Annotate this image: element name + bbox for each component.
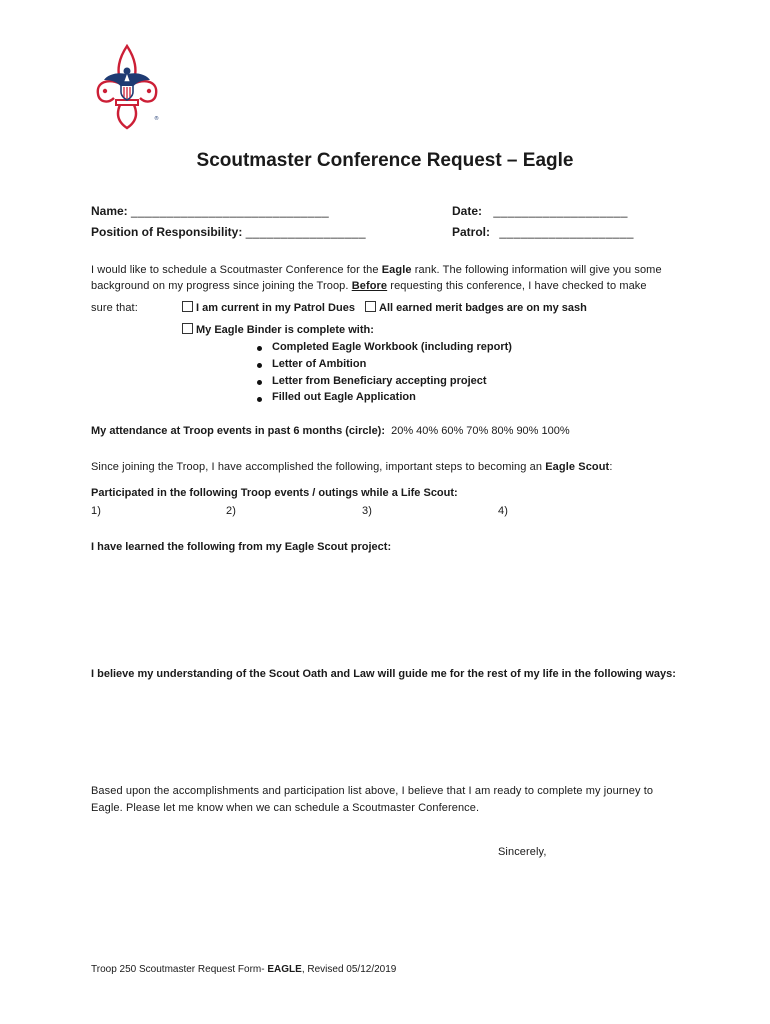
- sincerely: Sincerely,: [498, 846, 547, 858]
- list-item: Completed Eagle Workbook (including report): [272, 341, 512, 353]
- fleur-de-lis-eagle-icon: [94, 44, 160, 130]
- closing-line-2: Eagle. Please let me know when we can schedule a Scoutmaster Conference.: [91, 802, 480, 814]
- event-2-label: 2): [226, 505, 236, 517]
- patrol-field[interactable]: [452, 225, 634, 239]
- name-blank[interactable]: ____________________________: [131, 204, 330, 218]
- date-blank[interactable]: ___________________: [493, 204, 628, 218]
- checkbox-icon[interactable]: [365, 301, 376, 312]
- intro-line-3: sure that:: [91, 302, 138, 314]
- checkbox-icon[interactable]: [182, 301, 193, 312]
- bullet-icon: [257, 380, 262, 385]
- page-title: Scoutmaster Conference Request – Eagle: [196, 150, 574, 171]
- date-field[interactable]: [452, 204, 628, 218]
- intro-line-1: I would like to schedule a Scoutmaster Conference for the Eagle rank. The following information will give you some: [91, 264, 662, 276]
- list-item: Letter from Beneficiary accepting project: [272, 375, 487, 387]
- attendance-options[interactable]: 20% 40% 60% 70% 80% 90% 100%: [391, 425, 570, 437]
- svg-text:®: ®: [154, 116, 159, 122]
- name-label: Name:: [91, 204, 128, 218]
- patrol-label: Patrol:: [452, 225, 491, 239]
- list-item: Letter of Ambition: [272, 358, 367, 370]
- bullet-icon: [257, 397, 262, 402]
- bullet-icon: [257, 346, 262, 351]
- event-4-label: 4): [498, 505, 508, 517]
- list-item: Filled out Eagle Application: [272, 391, 416, 403]
- name-field[interactable]: [91, 204, 329, 218]
- date-label: Date:: [452, 204, 483, 218]
- participated-label: Participated in the following Troop events / outings while a Life Scout:: [91, 487, 458, 499]
- position-label: Position of Responsibility:: [91, 225, 243, 239]
- closing-line-1: Based upon the accomplishments and participation list above, I believe that I am ready to complete my journey to: [91, 785, 654, 797]
- checkbox-icon[interactable]: [182, 323, 193, 334]
- learned-label: I have learned the following from my Eagle Scout project:: [91, 541, 392, 553]
- footer: Troop 250 Scoutmaster Request Form- EAGLE, Revised 05/12/2019: [91, 964, 397, 975]
- bsa-logo: [94, 44, 160, 130]
- accomplished-line: Since joining the Troop, I have accomplished the following, important steps to becoming an Eagle Scout:: [91, 461, 613, 473]
- event-1-label: 1): [91, 505, 101, 517]
- bullet-icon: [257, 363, 262, 368]
- position-blank[interactable]: _________________: [245, 225, 366, 239]
- oath-label: I believe my understanding of the Scout Oath and Law will guide me for the rest of my life in the following ways:: [91, 668, 676, 680]
- dues-checkbox[interactable]: I am current in my Patrol Dues: [182, 301, 355, 314]
- intro-line-2: background on my progress since joining the Troop. Before requesting this conference, I have checked to make: [91, 280, 647, 292]
- attendance-line: [91, 425, 570, 437]
- binder-checkbox[interactable]: My Eagle Binder is complete with:: [182, 323, 374, 336]
- attendance-label: My attendance at Troop events in past 6 months (circle):: [91, 425, 386, 437]
- patrol-blank[interactable]: ___________________: [499, 225, 634, 239]
- event-3-label: 3): [362, 505, 372, 517]
- position-field[interactable]: [91, 225, 366, 239]
- badges-checkbox[interactable]: All earned merit badges are on my sash: [365, 301, 587, 314]
